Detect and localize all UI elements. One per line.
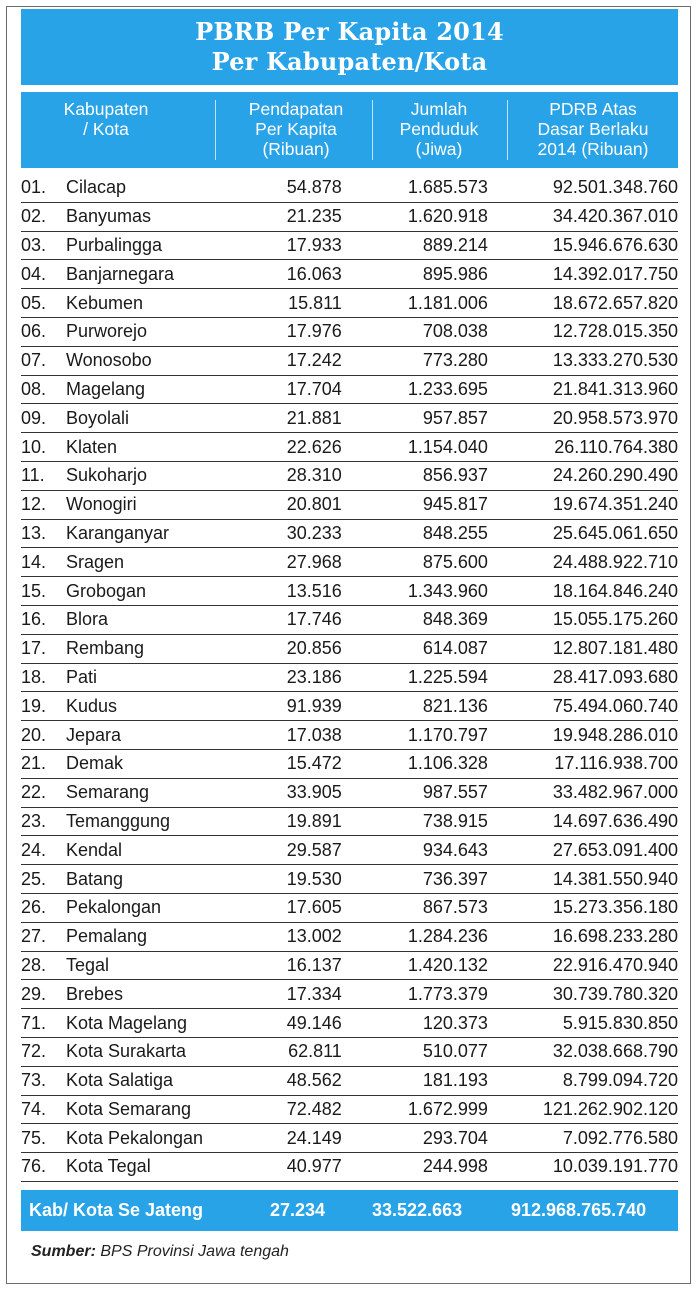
row-penduduk: 821.136 xyxy=(342,692,488,721)
row-name: Pekalongan xyxy=(66,893,229,922)
row-per-kapita: 72.482 xyxy=(229,1095,341,1124)
row-penduduk: 934.643 xyxy=(342,836,488,865)
row-pdrb: 17.116.938.700 xyxy=(488,749,678,778)
row-name: Rembang xyxy=(66,634,229,663)
header-divider xyxy=(215,100,216,160)
row-penduduk: 1.620.918 xyxy=(342,202,488,231)
row-number: 17. xyxy=(21,634,66,663)
row-pdrb: 13.333.270.530 xyxy=(488,346,678,375)
row-number: 21. xyxy=(21,749,66,778)
row-number: 07. xyxy=(21,346,66,375)
row-name: Banyumas xyxy=(66,202,229,231)
row-number: 76. xyxy=(21,1153,66,1182)
table-row xyxy=(21,836,678,865)
header-penduduk-line-2: Penduduk xyxy=(399,119,479,139)
row-pdrb: 25.645.061.650 xyxy=(488,519,678,548)
row-pdrb: 10.039.191.770 xyxy=(488,1153,678,1182)
row-per-kapita: 19.530 xyxy=(229,865,341,894)
row-per-kapita: 27.968 xyxy=(229,548,341,577)
row-penduduk: 738.915 xyxy=(342,807,488,836)
row-name: Pemalang xyxy=(66,922,229,951)
data-table xyxy=(21,174,678,1182)
row-pdrb: 33.482.967.000 xyxy=(488,778,678,807)
table-row xyxy=(21,577,678,606)
row-per-kapita: 54.878 xyxy=(229,174,341,202)
row-name: Jepara xyxy=(66,721,229,750)
row-per-kapita: 19.891 xyxy=(229,807,341,836)
table-row xyxy=(21,893,678,922)
row-pdrb: 5.915.830.850 xyxy=(488,1009,678,1038)
row-name: Kota Semarang xyxy=(66,1095,229,1124)
total-penduduk: 33.522.663 xyxy=(372,1200,463,1220)
row-name: Semarang xyxy=(66,778,229,807)
row-number: 27. xyxy=(21,922,66,951)
row-pdrb: 18.164.846.240 xyxy=(488,577,678,606)
row-per-kapita: 15.472 xyxy=(229,749,341,778)
table-row xyxy=(21,375,678,404)
row-name: Kota Pekalongan xyxy=(66,1124,229,1153)
row-number: 26. xyxy=(21,893,66,922)
table-row xyxy=(21,1037,678,1066)
row-name: Karanganyar xyxy=(66,519,229,548)
row-name: Kudus xyxy=(66,692,229,721)
header-kabupaten xyxy=(41,99,171,139)
row-per-kapita: 91.939 xyxy=(229,692,341,721)
row-name: Kendal xyxy=(66,836,229,865)
row-pdrb: 28.417.093.680 xyxy=(488,663,678,692)
row-pdrb: 8.799.094.720 xyxy=(488,1066,678,1095)
row-penduduk: 895.986 xyxy=(342,260,488,289)
row-per-kapita: 22.626 xyxy=(229,433,341,462)
row-per-kapita: 21.881 xyxy=(229,404,341,433)
row-name: Demak xyxy=(66,749,229,778)
row-penduduk: 736.397 xyxy=(342,865,488,894)
row-name: Blora xyxy=(66,605,229,634)
row-pdrb: 24.488.922.710 xyxy=(488,548,678,577)
row-pdrb: 7.092.776.580 xyxy=(488,1124,678,1153)
row-number: 02. xyxy=(21,202,66,231)
row-name: Grobogan xyxy=(66,577,229,606)
total-per-kapita: 27.234 xyxy=(270,1200,326,1220)
row-number: 23. xyxy=(21,807,66,836)
row-penduduk: 1.773.379 xyxy=(342,980,488,1009)
row-penduduk: 1.284.236 xyxy=(342,922,488,951)
row-per-kapita: 21.235 xyxy=(229,202,341,231)
table-row xyxy=(21,490,678,519)
row-number: 24. xyxy=(21,836,66,865)
row-per-kapita: 49.146 xyxy=(229,1009,341,1038)
table-row xyxy=(21,548,678,577)
row-pdrb: 30.739.780.320 xyxy=(488,980,678,1009)
row-number: 12. xyxy=(21,490,66,519)
row-penduduk: 848.369 xyxy=(342,605,488,634)
row-penduduk: 1.154.040 xyxy=(342,433,488,462)
table-row xyxy=(21,231,678,260)
row-pdrb: 26.110.764.380 xyxy=(488,433,678,462)
row-per-kapita: 16.137 xyxy=(229,951,341,980)
row-number: 71. xyxy=(21,1009,66,1038)
row-per-kapita: 17.704 xyxy=(229,375,341,404)
row-pdrb: 92.501.348.760 xyxy=(488,174,678,202)
row-per-kapita: 17.334 xyxy=(229,980,341,1009)
header-kabupaten-line-2: / Kota xyxy=(83,119,129,139)
row-pdrb: 14.697.636.490 xyxy=(488,807,678,836)
row-pdrb: 24.260.290.490 xyxy=(488,461,678,490)
source-note xyxy=(31,1243,289,1261)
row-name: Temanggung xyxy=(66,807,229,836)
table-row xyxy=(21,605,678,634)
row-number: 25. xyxy=(21,865,66,894)
table-row xyxy=(21,260,678,289)
table-row xyxy=(21,749,678,778)
row-per-kapita: 28.310 xyxy=(229,461,341,490)
row-penduduk: 1.170.797 xyxy=(342,721,488,750)
header-pendapatan-line-3: (Ribuan) xyxy=(262,139,330,159)
row-per-kapita: 20.856 xyxy=(229,634,341,663)
table-row xyxy=(21,1095,678,1124)
row-number: 11. xyxy=(21,461,66,490)
row-penduduk: 1.420.132 xyxy=(342,951,488,980)
row-pdrb: 12.807.181.480 xyxy=(488,634,678,663)
row-per-kapita: 17.038 xyxy=(229,721,341,750)
table-row xyxy=(21,980,678,1009)
row-name: Batang xyxy=(66,865,229,894)
row-penduduk: 856.937 xyxy=(342,461,488,490)
row-penduduk: 945.817 xyxy=(342,490,488,519)
row-pdrb: 19.948.286.010 xyxy=(488,721,678,750)
row-number: 75. xyxy=(21,1124,66,1153)
row-pdrb: 19.674.351.240 xyxy=(488,490,678,519)
table-row xyxy=(21,634,678,663)
row-pdrb: 18.672.657.820 xyxy=(488,289,678,318)
row-penduduk: 773.280 xyxy=(342,346,488,375)
table-row xyxy=(21,404,678,433)
title-line-1: PBRB Per Kapita 2014 xyxy=(195,17,504,46)
row-number: 01. xyxy=(21,174,66,202)
row-pdrb: 34.420.367.010 xyxy=(488,202,678,231)
row-penduduk: 708.038 xyxy=(342,317,488,346)
row-pdrb: 15.273.356.180 xyxy=(488,893,678,922)
row-per-kapita: 24.149 xyxy=(229,1124,341,1153)
row-pdrb: 27.653.091.400 xyxy=(488,836,678,865)
row-penduduk: 510.077 xyxy=(342,1037,488,1066)
row-per-kapita: 48.562 xyxy=(229,1066,341,1095)
row-penduduk: 867.573 xyxy=(342,893,488,922)
row-penduduk: 1.672.999 xyxy=(342,1095,488,1124)
row-per-kapita: 62.811 xyxy=(229,1037,341,1066)
row-pdrb: 14.392.017.750 xyxy=(488,260,678,289)
header-pdrb-line-1: PDRB Atas xyxy=(549,99,637,119)
table-row xyxy=(21,692,678,721)
table-row xyxy=(21,865,678,894)
row-name: Kota Salatiga xyxy=(66,1066,229,1095)
row-pdrb: 15.055.175.260 xyxy=(488,605,678,634)
row-number: 06. xyxy=(21,317,66,346)
row-penduduk: 889.214 xyxy=(342,231,488,260)
row-number: 74. xyxy=(21,1095,66,1124)
row-name: Boyolali xyxy=(66,404,229,433)
table-row xyxy=(21,1153,678,1182)
row-number: 72. xyxy=(21,1037,66,1066)
row-per-kapita: 13.002 xyxy=(229,922,341,951)
row-number: 29. xyxy=(21,980,66,1009)
table-row xyxy=(21,519,678,548)
row-penduduk: 1.685.573 xyxy=(342,174,488,202)
row-name: Wonogiri xyxy=(66,490,229,519)
row-name: Magelang xyxy=(66,375,229,404)
row-name: Purbalingga xyxy=(66,231,229,260)
table-row xyxy=(21,202,678,231)
row-name: Pati xyxy=(66,663,229,692)
row-number: 22. xyxy=(21,778,66,807)
table-row xyxy=(21,433,678,462)
row-per-kapita: 33.905 xyxy=(229,778,341,807)
row-number: 20. xyxy=(21,721,66,750)
header-divider xyxy=(372,100,373,160)
row-per-kapita: 23.186 xyxy=(229,663,341,692)
row-penduduk: 293.704 xyxy=(342,1124,488,1153)
row-name: Purworejo xyxy=(66,317,229,346)
page-title xyxy=(21,9,678,85)
row-per-kapita: 16.063 xyxy=(229,260,341,289)
row-name: Kota Surakarta xyxy=(66,1037,229,1066)
row-penduduk: 957.857 xyxy=(342,404,488,433)
header-penduduk-line-3: (Jiwa) xyxy=(415,139,463,159)
header-kabupaten-line-1: Kabupaten xyxy=(63,99,149,119)
row-number: 10. xyxy=(21,433,66,462)
row-name: Klaten xyxy=(66,433,229,462)
table-row xyxy=(21,461,678,490)
row-penduduk: 614.087 xyxy=(342,634,488,663)
row-penduduk: 244.998 xyxy=(342,1153,488,1182)
row-penduduk: 1.106.328 xyxy=(342,749,488,778)
row-pdrb: 12.728.015.350 xyxy=(488,317,678,346)
header-penduduk-line-1: Jumlah xyxy=(410,99,468,119)
row-number: 73. xyxy=(21,1066,66,1095)
row-penduduk: 1.343.960 xyxy=(342,577,488,606)
row-per-kapita: 17.242 xyxy=(229,346,341,375)
row-per-kapita: 29.587 xyxy=(229,836,341,865)
table-row xyxy=(21,951,678,980)
header-pdrb-line-2: Dasar Berlaku xyxy=(537,119,649,139)
row-penduduk: 1.233.695 xyxy=(342,375,488,404)
row-per-kapita: 40.977 xyxy=(229,1153,341,1182)
row-per-kapita: 17.976 xyxy=(229,317,341,346)
header-pdrb-line-3: 2014 (Ribuan) xyxy=(537,139,649,159)
row-per-kapita: 30.233 xyxy=(229,519,341,548)
row-penduduk: 875.600 xyxy=(342,548,488,577)
row-name: Banjarnegara xyxy=(66,260,229,289)
source-text: BPS Provinsi Jawa tengah xyxy=(100,1243,289,1260)
table-row xyxy=(21,346,678,375)
total-row xyxy=(21,1190,678,1231)
row-number: 16. xyxy=(21,605,66,634)
total-label: Kab/ Kota Se Jateng xyxy=(29,1200,204,1220)
row-pdrb: 15.946.676.630 xyxy=(488,231,678,260)
row-name: Sragen xyxy=(66,548,229,577)
header-pdrb xyxy=(513,99,673,159)
row-number: 03. xyxy=(21,231,66,260)
row-pdrb: 75.494.060.740 xyxy=(488,692,678,721)
table-row xyxy=(21,663,678,692)
row-pdrb: 22.916.470.940 xyxy=(488,951,678,980)
header-divider xyxy=(507,100,508,160)
row-pdrb: 21.841.313.960 xyxy=(488,375,678,404)
source-label: Sumber: xyxy=(31,1243,96,1260)
row-per-kapita: 17.605 xyxy=(229,893,341,922)
header-pendapatan xyxy=(231,99,361,159)
row-number: 13. xyxy=(21,519,66,548)
row-penduduk: 848.255 xyxy=(342,519,488,548)
table-row xyxy=(21,1066,678,1095)
title-line-2: Per Kabupaten/Kota xyxy=(211,47,488,76)
row-name: Wonosobo xyxy=(66,346,229,375)
table-row xyxy=(21,317,678,346)
table-row xyxy=(21,922,678,951)
row-number: 04. xyxy=(21,260,66,289)
row-penduduk: 1.181.006 xyxy=(342,289,488,318)
table-body xyxy=(21,174,678,1181)
row-number: 05. xyxy=(21,289,66,318)
row-number: 19. xyxy=(21,692,66,721)
table-row xyxy=(21,1009,678,1038)
row-name: Kota Tegal xyxy=(66,1153,229,1182)
table-row xyxy=(21,778,678,807)
row-per-kapita: 13.516 xyxy=(229,577,341,606)
row-per-kapita: 20.801 xyxy=(229,490,341,519)
table-row xyxy=(21,289,678,318)
row-penduduk: 987.557 xyxy=(342,778,488,807)
total-pdrb: 912.968.765.740 xyxy=(511,1200,647,1220)
row-pdrb: 20.958.573.970 xyxy=(488,404,678,433)
header-penduduk xyxy=(379,99,499,159)
row-name: Kebumen xyxy=(66,289,229,318)
row-pdrb: 16.698.233.280 xyxy=(488,922,678,951)
row-penduduk: 181.193 xyxy=(342,1066,488,1095)
header-pendapatan-line-1: Pendapatan xyxy=(248,99,344,119)
row-per-kapita: 17.746 xyxy=(229,605,341,634)
row-number: 18. xyxy=(21,663,66,692)
row-per-kapita: 15.811 xyxy=(229,289,341,318)
row-pdrb: 121.262.902.120 xyxy=(488,1095,678,1124)
row-number: 09. xyxy=(21,404,66,433)
row-number: 14. xyxy=(21,548,66,577)
row-name: Cilacap xyxy=(66,174,229,202)
table-row xyxy=(21,1124,678,1153)
row-number: 08. xyxy=(21,375,66,404)
row-number: 28. xyxy=(21,951,66,980)
row-name: Tegal xyxy=(66,951,229,980)
header-pendapatan-line-2: Per Kapita xyxy=(255,119,337,139)
row-penduduk: 1.225.594 xyxy=(342,663,488,692)
row-penduduk: 120.373 xyxy=(342,1009,488,1038)
row-pdrb: 14.381.550.940 xyxy=(488,865,678,894)
row-number: 15. xyxy=(21,577,66,606)
row-name: Brebes xyxy=(66,980,229,1009)
row-name: Sukoharjo xyxy=(66,461,229,490)
table-row xyxy=(21,807,678,836)
table-header xyxy=(21,92,678,168)
table-row xyxy=(21,721,678,750)
row-pdrb: 32.038.668.790 xyxy=(488,1037,678,1066)
row-name: Kota Magelang xyxy=(66,1009,229,1038)
row-per-kapita: 17.933 xyxy=(229,231,341,260)
table-row xyxy=(21,174,678,202)
